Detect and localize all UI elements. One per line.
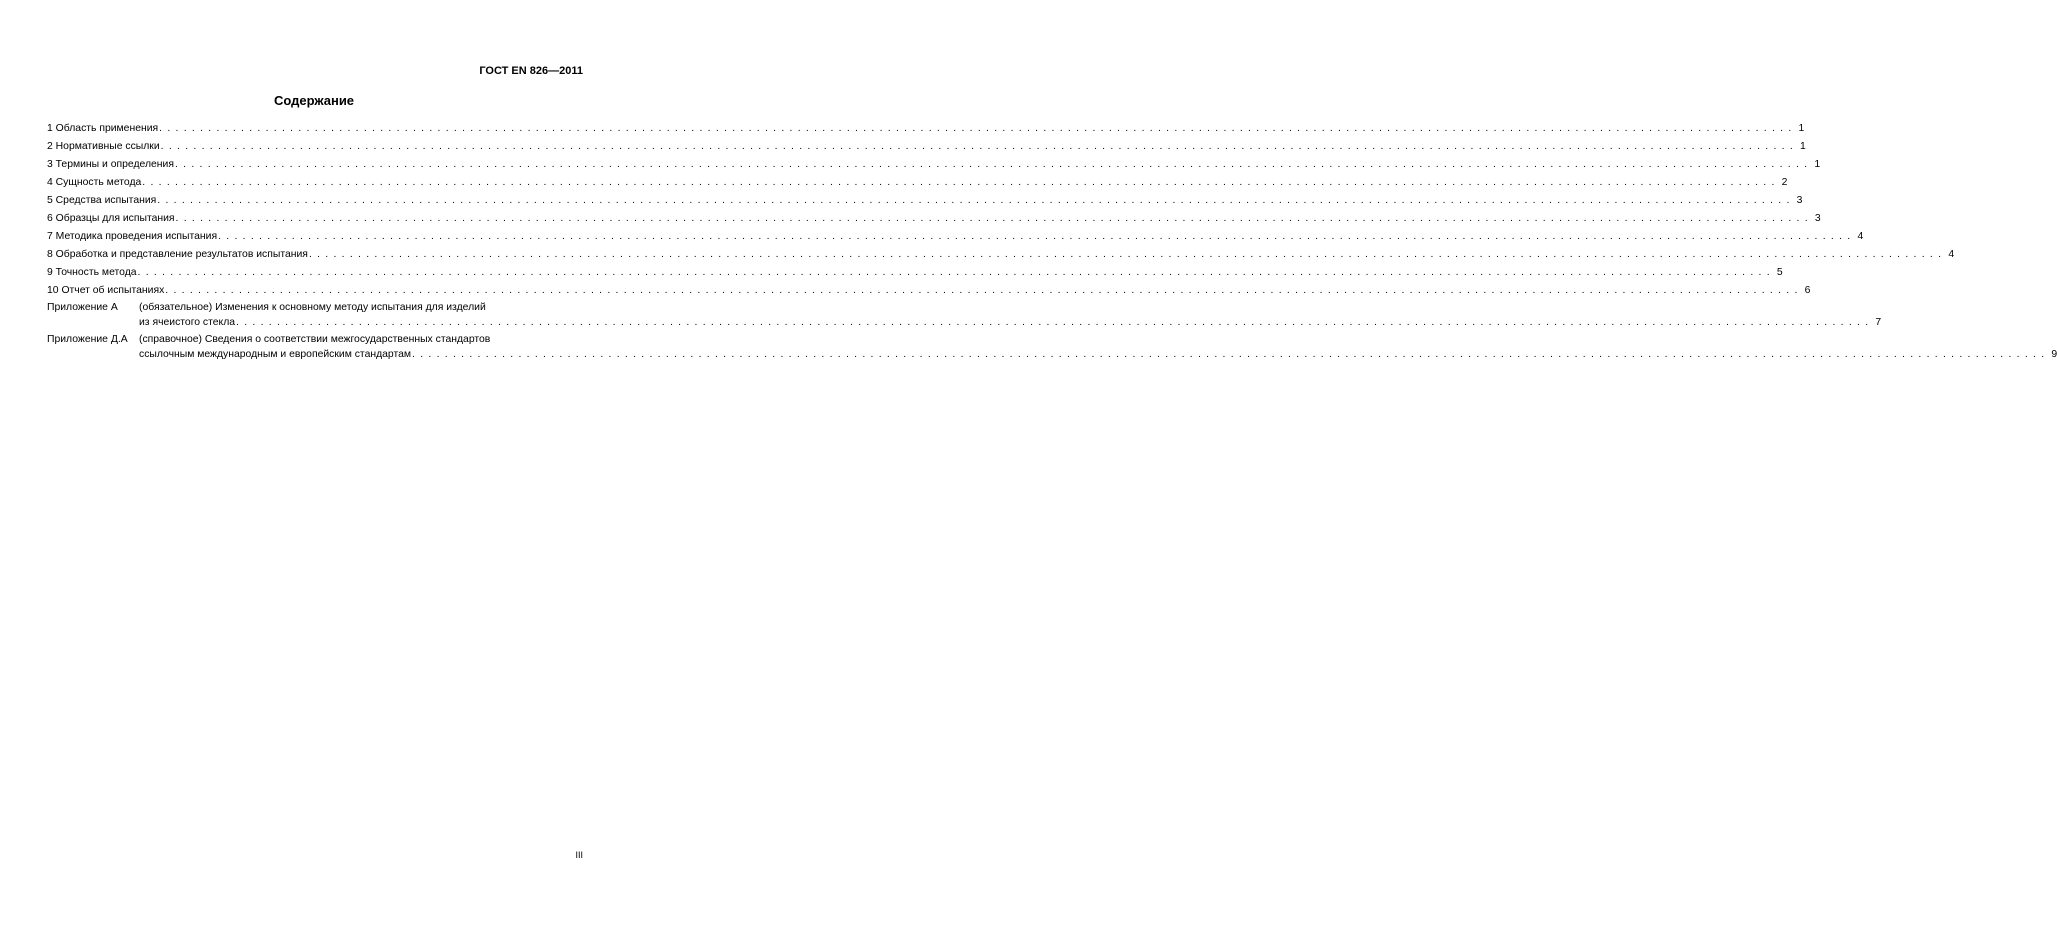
toc-entry-page: 1 (1814, 159, 1821, 170)
dot-leader: ........................................................................................................................................................................................................ (236, 317, 1874, 328)
toc-entry-label: 4 Сущность метода (47, 177, 142, 188)
appendix-title-line2: ссылочным международным и европейским стандартам (139, 349, 412, 360)
toc-entry-label: 5 Средства испытания (47, 195, 157, 206)
toc-entry-6[interactable] (47, 210, 1821, 228)
dot-leader: ........................................................................................................................................................................................................ (308, 249, 1947, 260)
appendix-name: Приложение Д.А (47, 334, 128, 345)
toc-entry-label: 8 Обработка и представление результатов испытания (47, 249, 308, 260)
dot-leader: ........................................................................................................................................................................................................ (218, 231, 1856, 242)
toc-entry-label: 3 Термины и определения (47, 159, 174, 170)
table-of-contents (47, 120, 2057, 362)
toc-entry-page: 4 (1857, 231, 1864, 242)
toc-entry-page: 7 (1875, 317, 1882, 328)
toc-entry-2[interactable] (47, 138, 1806, 156)
toc-entry-page: 5 (1776, 267, 1783, 278)
toc-entry-label: 6 Образцы для испытания (47, 213, 175, 224)
dot-leader: ........................................................................................................................................................................................................ (160, 141, 1799, 152)
toc-entry-page: 6 (1804, 285, 1811, 296)
dot-leader: ........................................................................................................................................................................................................ (159, 123, 1797, 134)
toc-entry-label: 7 Методика проведения испытания (47, 231, 218, 242)
toc-entry-1[interactable] (47, 120, 1805, 138)
toc-entry-3[interactable] (47, 156, 1821, 174)
toc-entry-page: 9 (2051, 349, 2057, 360)
dot-leader: ........................................................................................................................................................................................................ (165, 285, 1803, 296)
toc-entry-label: 10 Отчет об испытаниях (47, 285, 165, 296)
page-title: Содержание (273, 93, 355, 108)
dot-leader: ........................................................................................................................................................................................................ (157, 195, 1795, 206)
toc-appendix-a[interactable] (47, 300, 1882, 330)
dot-leader: ........................................................................................................................................................................................................ (412, 349, 2050, 360)
toc-entry-page: 1 (1798, 123, 1805, 134)
toc-entry-page: 2 (1781, 177, 1788, 188)
appendix-name: Приложение А (47, 302, 118, 313)
document-code: ГОСТ EN 826—2011 (479, 65, 583, 77)
appendix-title-line1: (справочное) Сведения о соответствии межгосударственных стандартов (139, 334, 491, 345)
toc-entry-page: 3 (1796, 195, 1803, 206)
appendix-title-line1: (обязательное) Изменения к основному методу испытания для изделий (139, 302, 486, 313)
appendix-title-line2: из ячеистого стекла (139, 317, 236, 328)
toc-entry-page: 3 (1814, 213, 1821, 224)
toc-entry-5[interactable] (47, 192, 1803, 210)
dot-leader: ........................................................................................................................................................................................................ (174, 159, 1813, 170)
toc-entry-9[interactable] (47, 264, 1783, 282)
toc-entry-7[interactable] (47, 228, 1864, 246)
toc-entry-10[interactable] (47, 282, 1811, 300)
toc-entry-page: 1 (1800, 141, 1806, 152)
toc-entry-label: 9 Точность метода (47, 267, 137, 278)
toc-entry-8[interactable] (47, 246, 1955, 264)
page-number: III (575, 850, 583, 860)
toc-entry-page: 4 (1948, 249, 1955, 260)
toc-appendix-da[interactable] (47, 332, 2057, 362)
dot-leader: ........................................................................................................................................................................................................ (175, 213, 1813, 224)
dot-leader: ........................................................................................................................................................................................................ (142, 177, 1780, 188)
toc-entry-4[interactable] (47, 174, 1788, 192)
toc-entry-label: 2 Нормативные ссылки (47, 141, 160, 152)
toc-entry-label: 1 Область применения (47, 123, 159, 134)
dot-leader: ........................................................................................................................................................................................................ (137, 267, 1775, 278)
